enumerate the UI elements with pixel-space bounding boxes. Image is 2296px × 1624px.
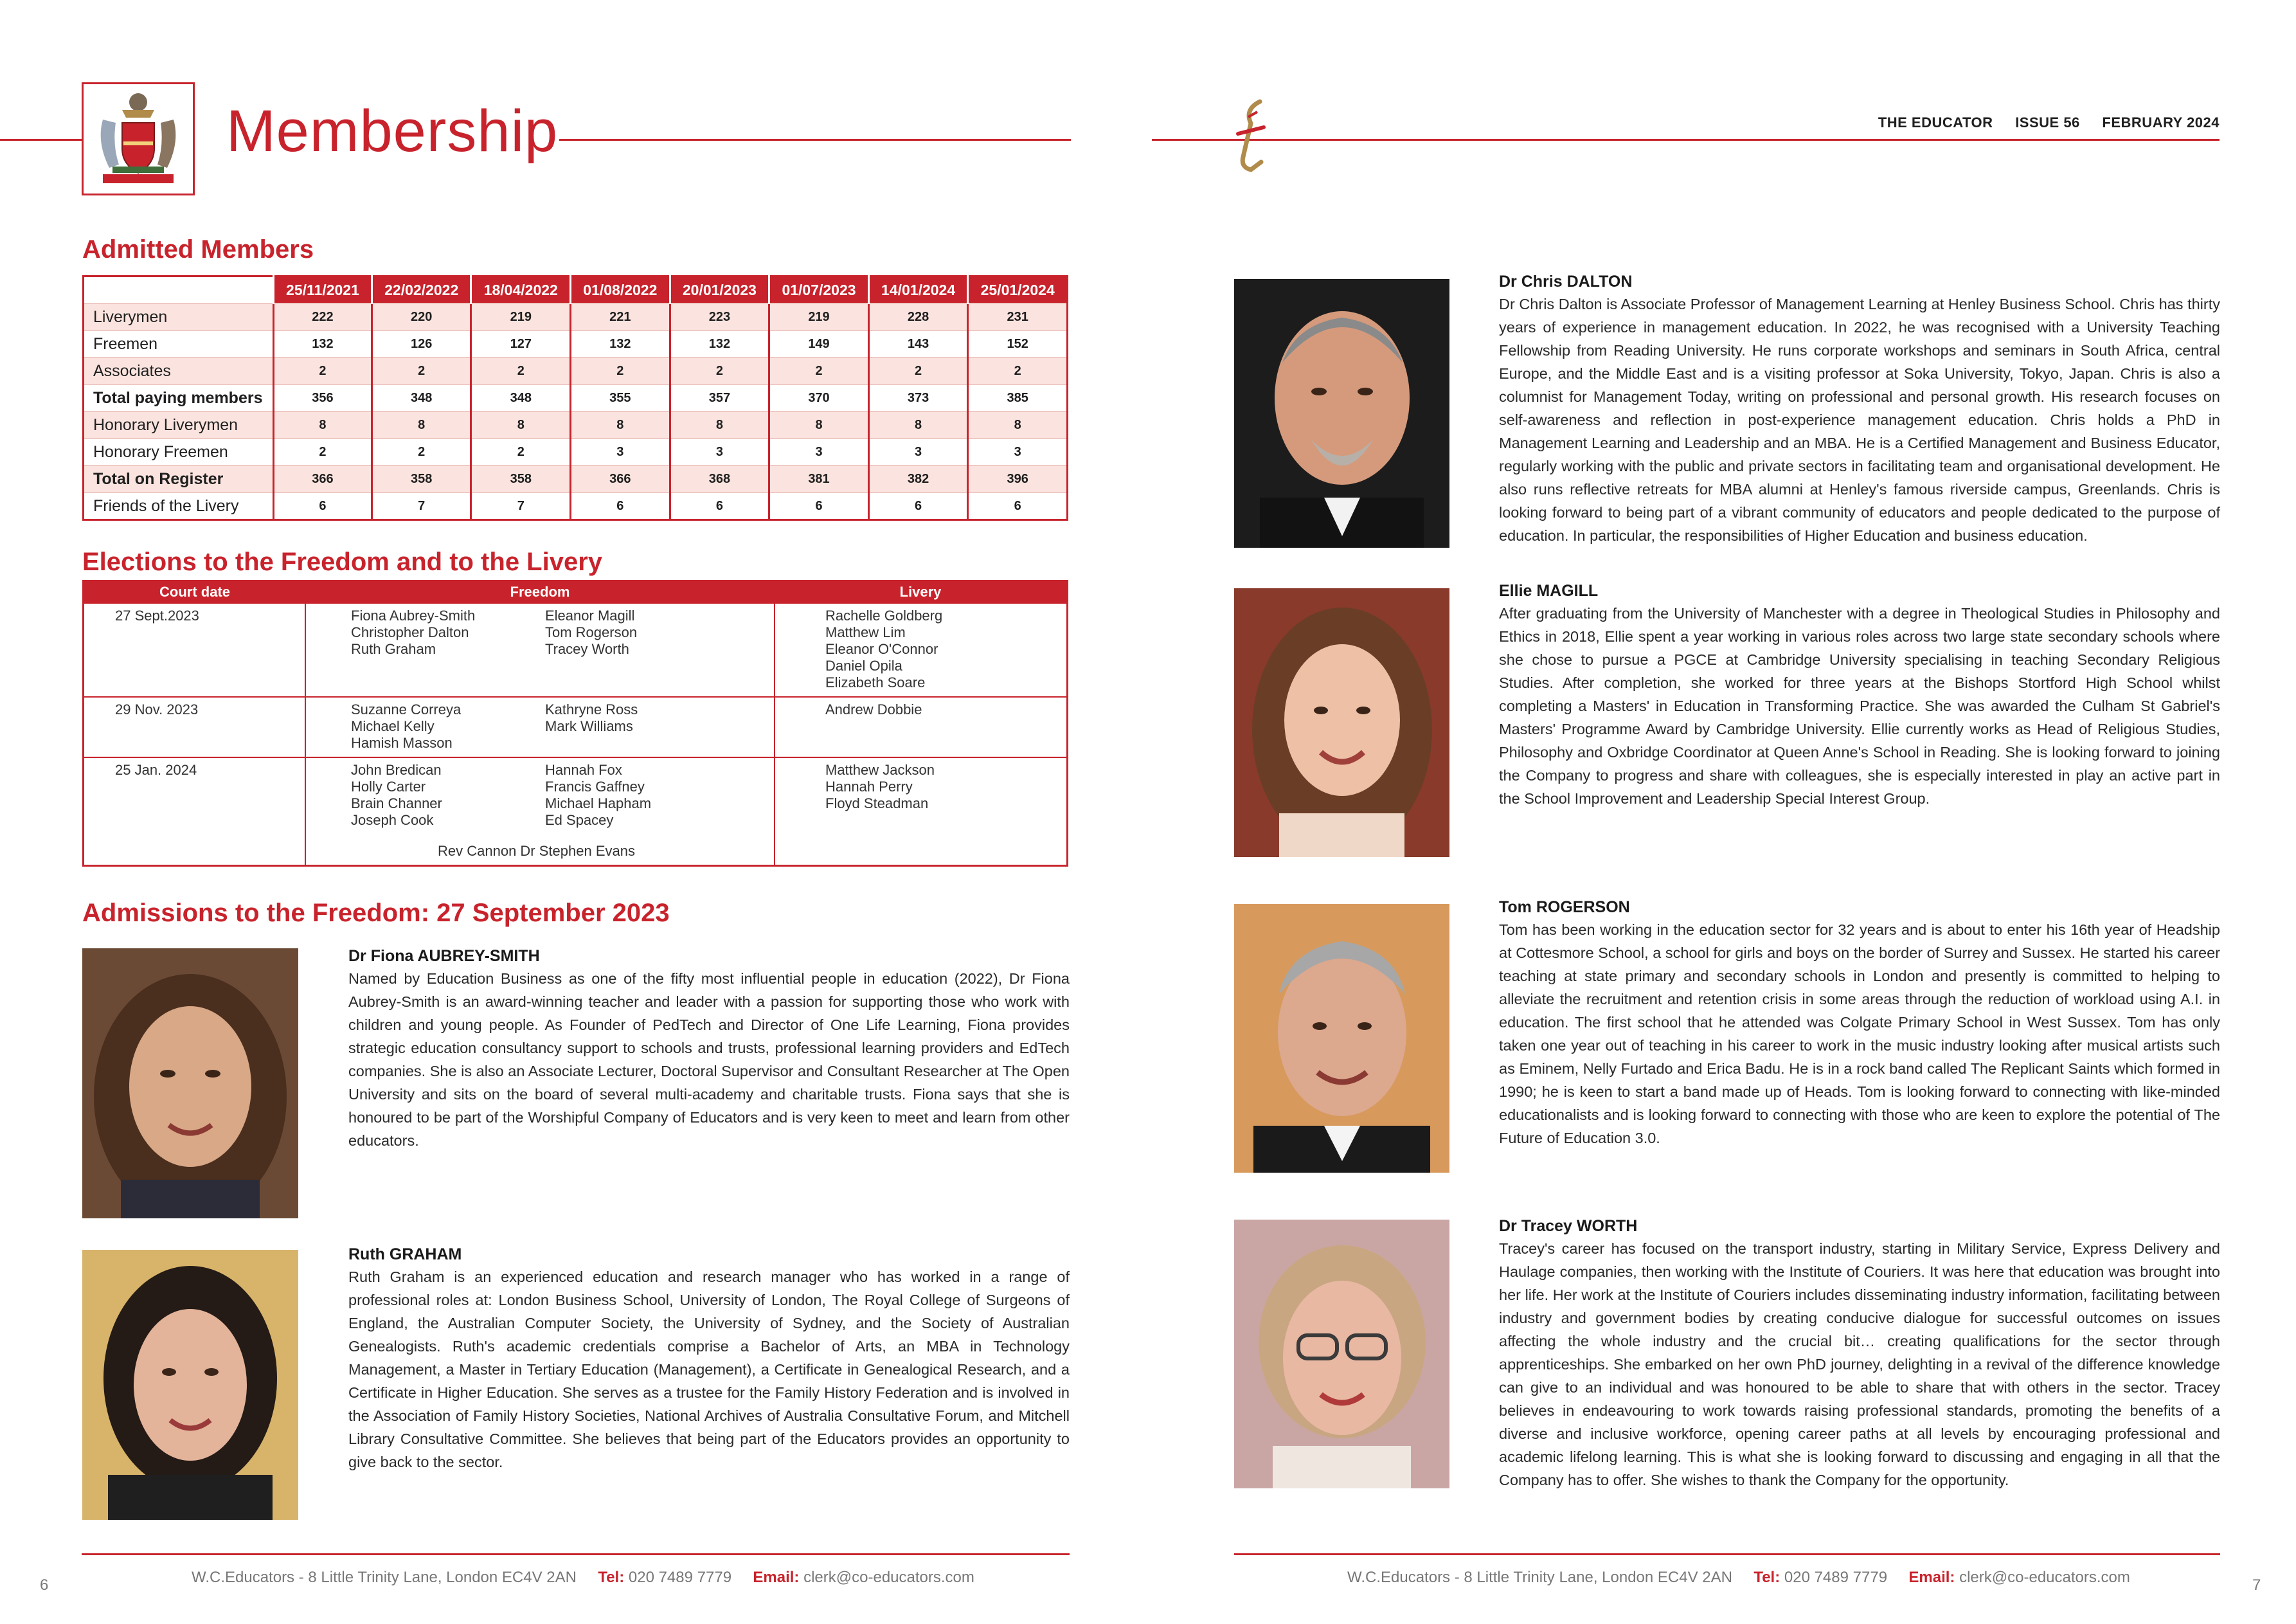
cell-value: 2 <box>670 357 769 384</box>
fiona-aubrey-smith-photo <box>82 948 298 1218</box>
member-name: Francis Gaffney <box>545 779 645 795</box>
cell-value: 8 <box>372 411 471 438</box>
cell-value: 231 <box>968 303 1068 330</box>
admissions-heading: Admissions to the Freedom: 27 September 2023 <box>82 899 670 927</box>
cell-value: 2 <box>571 357 670 384</box>
livery-names <box>775 697 1068 757</box>
cell-value: 2 <box>968 357 1068 384</box>
member-name: John Bredican <box>351 762 442 778</box>
member-name: Tracey Worth <box>545 641 629 657</box>
cell-value: 3 <box>968 438 1068 465</box>
court-date: 29 Nov. 2023 <box>84 697 306 757</box>
footer-tel-label: Tel: <box>598 1569 625 1586</box>
cell-value: 370 <box>769 384 869 411</box>
cell-value: 6 <box>968 492 1068 520</box>
cell-value: 2 <box>868 357 968 384</box>
table-row <box>84 697 1068 757</box>
cell-value: 382 <box>868 465 968 492</box>
cell-value: 126 <box>372 330 471 357</box>
cell-value: 7 <box>372 492 471 520</box>
footer-left <box>192 1569 974 1587</box>
col-livery: Livery <box>775 581 1068 604</box>
cell-value: 381 <box>769 465 869 492</box>
page-number-right: 7 <box>2252 1576 2261 1594</box>
table-row <box>84 492 1068 520</box>
cell-value: 2 <box>769 357 869 384</box>
member-name: Eleanor Magill <box>545 608 635 624</box>
member-name: Ed Spacey <box>545 812 614 828</box>
cell-value: 8 <box>274 411 372 438</box>
member-name: Matthew Lim <box>825 624 906 640</box>
table-row <box>84 330 1068 357</box>
cell-value: 132 <box>571 330 670 357</box>
members-header-blank <box>84 276 274 304</box>
member-name: Hannah Fox <box>545 762 622 778</box>
member-name: Hamish Masson <box>351 735 453 751</box>
educators-logo-icon <box>1232 98 1270 175</box>
member-name: Ruth Graham <box>351 641 436 657</box>
table-row <box>84 757 1068 866</box>
row-label: Honorary Liverymen <box>84 411 274 438</box>
bio-name-fiona: Dr Fiona AUBREY-SMITH <box>348 947 540 965</box>
row-label: Liverymen <box>84 303 274 330</box>
issue-number: ISSUE 56 <box>2015 114 2080 131</box>
header-rule-left-b <box>559 139 1071 141</box>
cell-value: 3 <box>670 438 769 465</box>
cell-value: 152 <box>968 330 1068 357</box>
cell-value: 222 <box>274 303 372 330</box>
row-label: Freemen <box>84 330 274 357</box>
elections-heading: Elections to the Freedom and to the Livery <box>82 548 603 576</box>
cell-value: 357 <box>670 384 769 411</box>
cell-value: 8 <box>769 411 869 438</box>
table-row <box>84 303 1068 330</box>
cell-value: 358 <box>372 465 471 492</box>
ruth-graham-photo <box>82 1250 298 1520</box>
issue-line <box>1860 114 2220 131</box>
bio-name-tom: Tom ROGERSON <box>1499 898 1630 916</box>
cell-value: 219 <box>769 303 869 330</box>
row-label: Total on Register <box>84 465 274 492</box>
bio-name-ruth: Ruth GRAHAM <box>348 1245 462 1263</box>
members-date-col: 25/11/2021 <box>274 276 372 304</box>
cell-value: 2 <box>274 357 372 384</box>
chris-dalton-photo <box>1234 279 1449 548</box>
footer-email[interactable]: clerk@co-educators.com <box>1959 1569 2130 1586</box>
header-rule-right <box>1152 139 2220 141</box>
cell-value: 385 <box>968 384 1068 411</box>
cell-value: 368 <box>670 465 769 492</box>
footer-rule-right <box>1234 1553 2220 1555</box>
cell-value: 396 <box>968 465 1068 492</box>
footer-email-label: Email: <box>1908 1569 1955 1586</box>
footer-address: W.C.Educators - 8 Little Trinity Lane, London EC4V 2AN <box>1347 1569 1732 1586</box>
bio-text-ellie: After graduating from the University of Manchester with a degree in Theological Studies in Philosophy and Ethics in 2018, Ellie spent a year working in various roles across two large state secondary schools where she chose to pursue a PGCE at Cambridge University specialising in teaching Secondary Religious Studies. After completion, she worked for three years at the Bishops Stortford High School whilst completing a Masters' in Education in Transforming Practice. She was awarded the Culham St Gabriel's Masters' Programme Award by Cambridge University. Ellie currently works as Head of Religious Studies, Philosophy and Oxbridge Coordinator at Queen Anne's School in Reading. She is looking forward to joining the Company to progress and share with colleagues, she is especially interested in play an active part in the School Improvement and Leadership Special Interest Group. <box>1499 605 2220 807</box>
table-row <box>84 384 1068 411</box>
cell-value: 2 <box>471 357 571 384</box>
livery-names <box>775 603 1068 697</box>
cell-value: 3 <box>769 438 869 465</box>
company-crest <box>82 82 195 195</box>
row-label: Associates <box>84 357 274 384</box>
cell-value: 132 <box>670 330 769 357</box>
cell-value: 132 <box>274 330 372 357</box>
members-date-col: 25/01/2024 <box>968 276 1068 304</box>
ellie-magill-photo <box>1234 588 1449 857</box>
member-name: Tom Rogerson <box>545 624 638 640</box>
cell-value: 149 <box>769 330 869 357</box>
cell-value: 6 <box>670 492 769 520</box>
table-row <box>84 438 1068 465</box>
cell-value: 2 <box>471 438 571 465</box>
member-name: Andrew Dobbie <box>825 701 922 717</box>
cell-value: 8 <box>571 411 670 438</box>
member-name: Michael Hapham <box>545 795 652 811</box>
footer-right <box>1347 1569 2130 1587</box>
footer-tel-label: Tel: <box>1753 1569 1780 1586</box>
court-date: 25 Jan. 2024 <box>84 757 306 866</box>
tracey-worth-photo <box>1234 1220 1449 1488</box>
bio-text-tom: Tom has been working in the education sector for 32 years and is about to enter his 16th year of Headship at Cottesmore School, a school for girls and boys on the border of Surrey and Sussex. He started his career teaching at state primary and secondary schools in London and presently is committed to helping to alleviate the recruitment and retention crisis in some areas through the reduction of workload using A.I. in education. The first school that he attended was Colgate Primary School in West Sussex. Tom has only taken one year out of teaching in his career to work in the music industry looking after musical artists such as Eminem, Nelly Furtado and Erica Badu. He is in a rock band called The Replicant Saints which formed in 1990; he is keen to start a band made up of Heads. Tom is looking forward to connecting with like-minded educationalists and is looking forward to connecting with those who are keen to explore the potential of The Future of Education 3.0. <box>1499 921 2220 1146</box>
member-name: Floyd Steadman <box>825 795 929 811</box>
cell-value: 8 <box>868 411 968 438</box>
row-label: Honorary Freemen <box>84 438 274 465</box>
cell-value: 373 <box>868 384 968 411</box>
footer-rule-left <box>82 1553 1070 1555</box>
elections-table <box>82 580 1068 867</box>
member-name: Rachelle Goldberg <box>825 608 943 624</box>
cell-value: 6 <box>571 492 670 520</box>
members-date-col: 18/04/2022 <box>471 276 571 304</box>
member-name: Christopher Dalton <box>351 624 469 640</box>
table-row <box>84 465 1068 492</box>
footer-tel: 020 7489 7779 <box>628 1569 732 1586</box>
row-label: Friends of the Livery <box>84 492 274 520</box>
members-date-col: 01/07/2023 <box>769 276 869 304</box>
cell-value: 348 <box>471 384 571 411</box>
table-row <box>84 357 1068 384</box>
member-name: Michael Kelly <box>351 718 435 734</box>
member-name: Matthew Jackson <box>825 762 935 778</box>
cell-value: 6 <box>769 492 869 520</box>
cell-value: 356 <box>274 384 372 411</box>
cell-value: 366 <box>274 465 372 492</box>
page-title: Membership <box>226 98 559 164</box>
members-date-col: 22/02/2022 <box>372 276 471 304</box>
publication-name: THE EDUCATOR <box>1878 114 1993 131</box>
member-name: Brain Channer <box>351 795 442 811</box>
cell-value: 2 <box>372 357 471 384</box>
member-name: Elizabeth Soare <box>825 674 926 690</box>
bio-text-tracey: Tracey's career has focused on the transport industry, starting in Military Service, Express Delivery and Haulage companies, then working with the Institute of Couriers. It was here that education was brought into her life. Her work at the Institute of Couriers includes disseminating industry information, facilitating between industry and government bodies by creating conducive dialogue for successful outcomes on issues affecting the whole industry and the crucial bit… creating qualifications for the sector through apprenticeships. She embarked on her own PhD journey, delighting in a revival of the difference knowledge can give to an individual and was honoured to be able to share that with others in the sector. Tracey believes in endeavouring to work towards raising professional standards, promoting the benefits of a diverse and inclusive workforce, opening career paths at all levels by encouraging professional and academic lifelong learning. This is what she is looking forward to discussing and engaging in all that the Company has to offer. She wishes to thank the Company for the opportunity. <box>1499 1240 2220 1488</box>
member-name: Fiona Aubrey-Smith <box>351 608 476 624</box>
table-row <box>84 411 1068 438</box>
freedom-names <box>305 697 545 757</box>
cell-value: 219 <box>471 303 571 330</box>
cell-value: 8 <box>471 411 571 438</box>
bio-name-ellie: Ellie MAGILL <box>1499 582 1599 600</box>
admitted-members-heading: Admitted Members <box>82 235 314 264</box>
court-date: 27 Sept.2023 <box>84 603 306 697</box>
cell-value: 223 <box>670 303 769 330</box>
cell-value: 6 <box>274 492 372 520</box>
bio-name-tracey: Dr Tracey WORTH <box>1499 1217 1638 1235</box>
cell-value: 7 <box>471 492 571 520</box>
freedom-names <box>545 603 775 697</box>
footer-email-label: Email: <box>753 1569 800 1586</box>
col-court-date: Court date <box>84 581 306 604</box>
bio-text-ruth: Ruth Graham is an experienced education and research manager who has worked in a range of professional roles at: London Business School, University of London, The Royal College of Surgeons of England, the Australian Computer Society, the University of Sydney, and the Society of Australian Genealogists. Ruth's academic credentials comprise a Bachelor of Arts, an MBA in Technology Management, a Master in Tertiary Education (Management), a Certificate in Genealogical Research, and a Certificate in Higher Education. She serves as a trustee for the Family History Federation and is involved in the Association of Family History Societies, National Archives of Australia Consultative Forum, and Mitchell Library Consultative Committee. She believes that being part of the Educators provides an opportunity to give back to the sector. <box>348 1268 1070 1470</box>
cell-value: 366 <box>571 465 670 492</box>
elections-header-row <box>84 581 1068 604</box>
col-freedom: Freedom <box>305 581 775 604</box>
member-name: Eleanor O'Connor <box>825 641 938 657</box>
freedom-names <box>305 757 775 866</box>
admitted-members-table <box>82 275 1068 521</box>
member-name: Hannah Perry <box>825 779 913 795</box>
cell-value: 127 <box>471 330 571 357</box>
cell-value: 8 <box>670 411 769 438</box>
member-name: Holly Carter <box>351 779 426 795</box>
cell-value: 3 <box>868 438 968 465</box>
member-name: Mark Williams <box>545 718 633 734</box>
bio-name-chris: Dr Chris DALTON <box>1499 273 1633 291</box>
cell-value: 2 <box>274 438 372 465</box>
freedom-names <box>305 603 545 697</box>
freedom-names <box>545 697 775 757</box>
cell-value: 220 <box>372 303 471 330</box>
cell-value: 8 <box>968 411 1068 438</box>
cell-value: 221 <box>571 303 670 330</box>
row-label: Total paying members <box>84 384 274 411</box>
cell-value: 358 <box>471 465 571 492</box>
table-row <box>84 603 1068 697</box>
cell-value: 6 <box>868 492 968 520</box>
members-date-col: 01/08/2022 <box>571 276 670 304</box>
bio-text-fiona: Named by Education Business as one of the fifty most influential people in education (2022), Dr Fiona Aubrey-Smith is an award-winning teacher and leader with a passion for supporting those who work with children and young people. As Founder of PedTech and Director of One Life Learning, Fiona provides strategic education consultancy support to schools and trusts, professional learning providers and EdTech companies. She is also an Associate Lecturer, Doctoral Supervisor and Consultant Researcher at The Open University and sits on the board of several multi-academy and charitable trusts. Fiona says that she is honoured to be part of the Worshipful Company of Educators and is very keen to meet and learn from other educators. <box>348 970 1070 1149</box>
bio-text-chris: Dr Chris Dalton is Associate Professor of Management Learning at Henley Business School. Chris has thirty years of experience in management education. In 2022, he was recognised with a University Teaching Fellowship from Reading University. He runs corporate workshops and seminars in South Africa, central Europe, and the Middle East and is a visiting professor at Soka University, Tokyo, Japan. Chris is also a columnist for Management Today, writing on professional and personal growth. His research focuses on self-awareness and reflection in post-experience management education. Chris holds a PhD in Management Learning and Leadership and an MBA. He is a Certified Management and Business Educator, regularly working with the public and private sectors in facilitating team and organisational development. He also runs reflective retreats for MBA alumni at Henley's famous riverside campus, Greenlands. Chris is looking forward to being part of a vibrant community of educators and people dedicated to the purpose of education. In particular, the responsibilities of Higher Education and business education. <box>1499 296 2220 544</box>
cell-value: 228 <box>868 303 968 330</box>
members-date-col: 20/01/2023 <box>670 276 769 304</box>
member-name: Daniel Opila <box>825 658 902 674</box>
member-name: Joseph Cook <box>351 812 434 828</box>
issue-date: FEBRUARY 2024 <box>2102 114 2220 131</box>
member-name: Suzanne Correya <box>351 701 462 717</box>
cell-value: 355 <box>571 384 670 411</box>
tom-rogerson-photo <box>1234 904 1449 1173</box>
footer-email[interactable]: clerk@co-educators.com <box>803 1569 974 1586</box>
footer-tel: 020 7489 7779 <box>1784 1569 1888 1586</box>
cell-value: 143 <box>868 330 968 357</box>
members-header-row <box>84 276 1068 304</box>
livery-names <box>775 757 1068 866</box>
cell-value: 348 <box>372 384 471 411</box>
footer-address: W.C.Educators - 8 Little Trinity Lane, London EC4V 2AN <box>192 1569 577 1586</box>
member-name: Rev Cannon Dr Stephen Evans <box>438 843 635 859</box>
member-name: Kathryne Ross <box>545 701 638 717</box>
members-date-col: 14/01/2024 <box>868 276 968 304</box>
cell-value: 2 <box>372 438 471 465</box>
header-rule-left-a <box>0 139 82 141</box>
cell-value: 3 <box>571 438 670 465</box>
page-number-left: 6 <box>40 1576 49 1594</box>
